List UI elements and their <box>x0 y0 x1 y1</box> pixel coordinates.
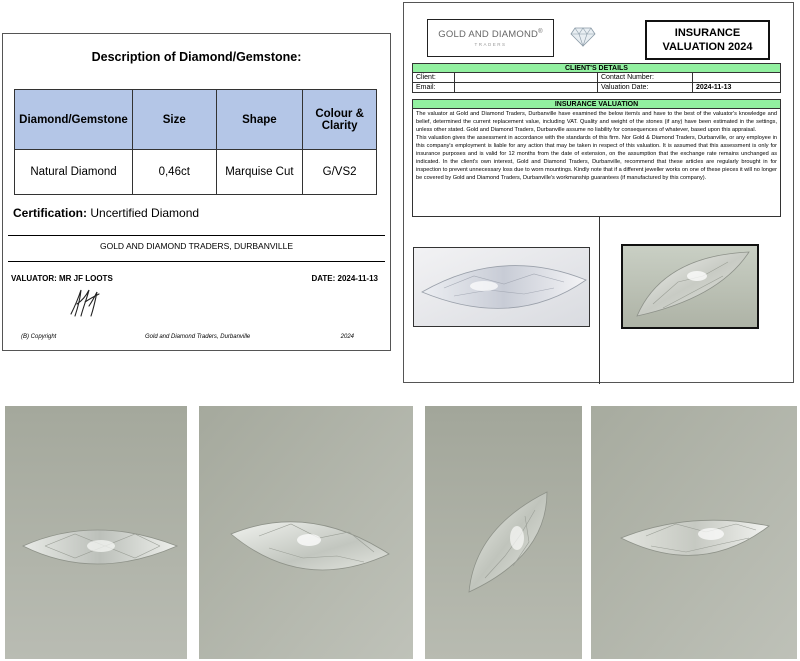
header-shape: Shape <box>216 90 303 150</box>
description-table-header-row <box>15 90 377 150</box>
email-label: Email: <box>413 83 455 93</box>
diamond-photo-4 <box>199 406 413 659</box>
header-diamond-gemstone: Diamond/Gemstone <box>15 90 133 150</box>
contact-number-label: Contact Number: <box>598 73 693 83</box>
insurance-valuation-header: INSURANCE VALUATION <box>412 99 781 109</box>
insurance-page <box>403 2 794 383</box>
logo-text: GOLD AND DIAMOND <box>438 29 539 41</box>
valuation-date: DATE: 2024-11-13 <box>311 274 378 283</box>
signature-image <box>65 286 105 320</box>
footer-year: 2024 <box>340 334 354 340</box>
diamond-photo-2-image <box>623 246 757 327</box>
diamond-photo-4-image <box>199 406 413 659</box>
diamond-icon <box>570 27 596 47</box>
diamond-photo-5 <box>425 406 582 659</box>
diamond-photo-6 <box>591 406 797 659</box>
insurance-title-line2: VALUATION 2024 <box>662 41 753 53</box>
company-logo <box>427 19 554 57</box>
client-value <box>455 73 598 83</box>
certification-line <box>13 206 199 220</box>
photo-section-divider <box>599 216 600 384</box>
certification-label: Certification: <box>13 206 88 220</box>
header-colour-clarity <box>303 90 377 150</box>
description-table <box>14 89 377 195</box>
divider-top <box>8 235 385 236</box>
description-table-row <box>15 150 377 195</box>
firm-line: GOLD AND DIAMOND TRADERS, DURBANVILLE <box>99 241 294 251</box>
description-title: Description of Diamond/Gemstone: <box>91 50 302 64</box>
logo-subtext: TRADERS <box>474 41 507 47</box>
description-page <box>2 33 391 351</box>
valuation-paragraph-2: This valuation gives the assessment in accordance with the standards of this firm. Nor Gold & Diamond Traders, Durbanville, or any employee in this company's employment is liable for any action that may be taken in respect of this valuation. It is assumed that this assessment is only for insurance purposes and is valid for 12 months from the date of extension, on the assumption that the exchange rate remains unchanged as indicated. In the client's own interest, Gold and Diamond Traders, Durbanville, recommend that these articles are regularly brought in for inspection to prevent unnecessary loss due to worn mountings. Kindly note that if a different jeweller works on one of these pieces it will no longer be covered by Gold and Diamond Traders, Durbanville's workmanship guarantees (if manufactured by this company). <box>416 135 777 182</box>
divider-bottom <box>8 261 385 262</box>
logo-registered: ® <box>538 29 543 36</box>
cell-shape: Marquise Cut <box>216 150 303 195</box>
contact-number-value <box>693 73 781 83</box>
header-size: Size <box>132 90 216 150</box>
insurance-title <box>645 20 770 60</box>
diamond-photo-1-image <box>414 248 590 327</box>
certification-value: Uncertified Diamond <box>90 206 200 220</box>
diamond-photo-3-image <box>5 406 187 659</box>
header-colour-line: Colour & <box>315 107 364 120</box>
footer-firm: Gold and Diamond Traders, Durbanville <box>145 334 251 340</box>
cell-diamond-gemstone: Natural Diamond <box>15 150 133 195</box>
valuation-date-value: 2024-11-13 <box>693 83 781 93</box>
cell-colour-clarity: G/VS2 <box>303 150 377 195</box>
header-clarity-line: Clarity <box>321 119 358 132</box>
email-value <box>455 83 598 93</box>
client-details-table <box>412 72 781 93</box>
client-details-header: CLIENT'S DETAILS <box>412 63 781 73</box>
insurance-title-line1: INSURANCE <box>674 27 741 39</box>
valuator-name: VALUATOR: MR JF LOOTS <box>11 274 113 283</box>
valuation-date-label: Valuation Date: <box>598 83 693 93</box>
footer-copyright: (B) Copyright <box>21 334 57 340</box>
diamond-photo-1 <box>413 247 590 327</box>
photo-section-top-border <box>412 216 781 217</box>
diamond-photo-2 <box>621 244 759 329</box>
valuation-paragraph-1: The valuator at Gold and Diamond Traders, Durbanville have examined the below item/s and have to the best of the valuator's knowledge and belief, determined the current replacement value, including VAT. Quality and weight of the stones (if any) have been estimated in the settings, unless other stated. Gold and Diamond Traders, Durbanville assume no liability for consequences of whatever, based upon this appraisal. <box>416 111 777 134</box>
diamond-photo-6-image <box>591 406 797 659</box>
valuation-terms <box>412 109 781 216</box>
diamond-photo-5-image <box>425 406 582 659</box>
cell-size: 0,46ct <box>132 150 216 195</box>
client-label: Client: <box>413 73 455 83</box>
diamond-photo-3 <box>5 406 187 659</box>
